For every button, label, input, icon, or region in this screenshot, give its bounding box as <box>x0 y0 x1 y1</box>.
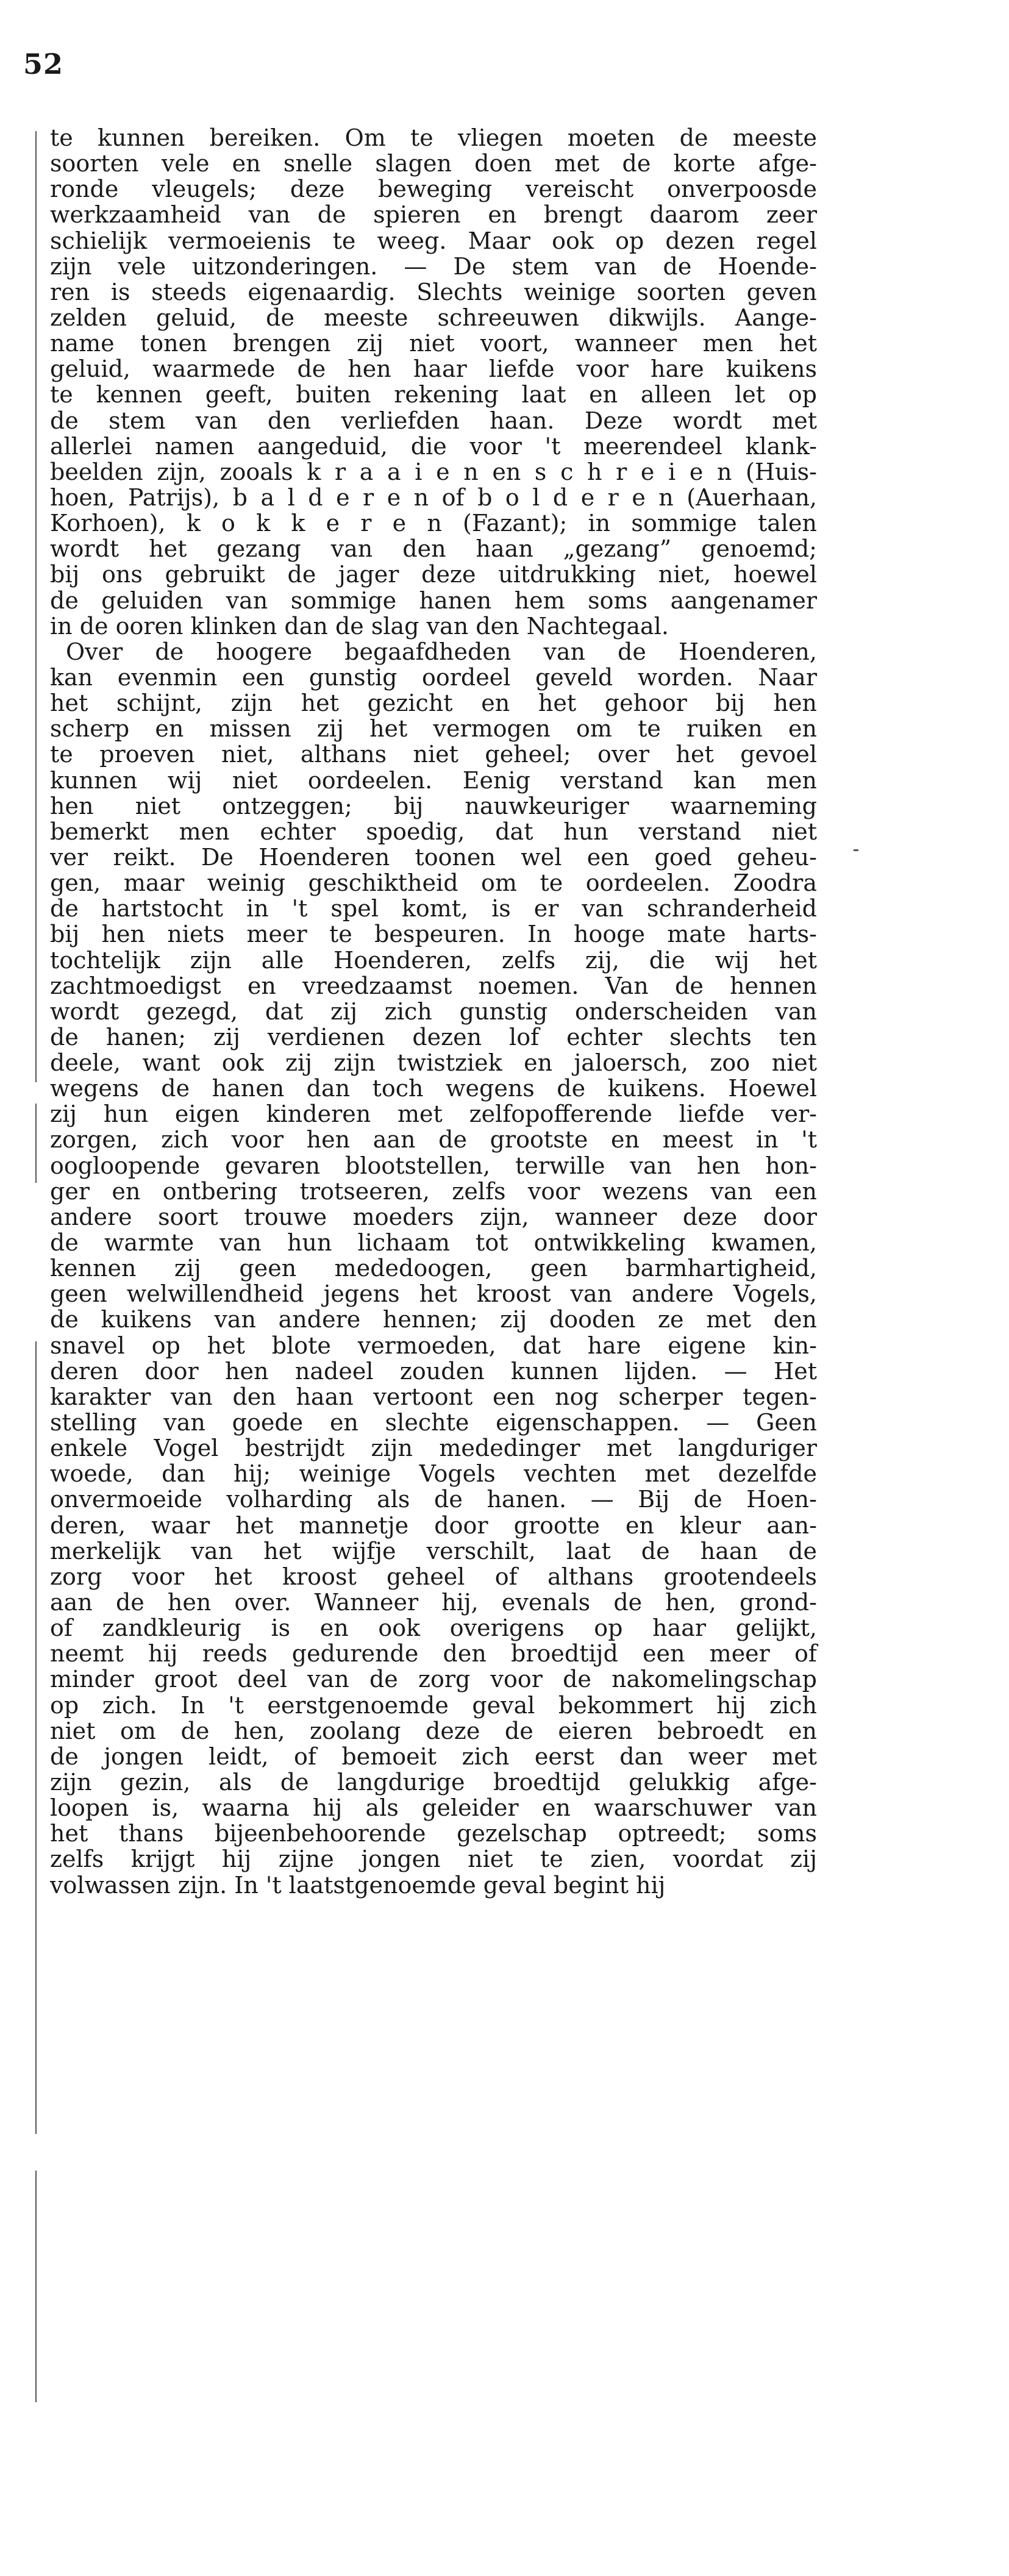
text-line: stelling van goede en slechte eigenschappen. — Geen <box>50 1409 817 1436</box>
text-line: wordt het gezang van den haan „gezang” genoemd; <box>50 535 817 563</box>
text-line: ren is steeds eigenaardig. Slechts weinige soorten geven <box>50 278 817 305</box>
text-line: minder groot deel van de zorg voor de nakomelingschap <box>50 1666 817 1693</box>
text-line: het schijnt, zijn het gezicht en het gehoor bij hen <box>50 690 817 717</box>
text-line: wegens de hanen dan toch wegens de kuikens. Hoewel <box>50 1075 817 1102</box>
text-line: bij ons gebruikt de jager deze uitdrukking niet, hoewel <box>50 561 817 588</box>
text-line: onvermoeide volharding als de hanen. — Bij de Hoen- <box>50 1486 817 1513</box>
text-line: kunnen wij niet oordeelen. Eenig verstand kan men <box>50 766 817 794</box>
text-line: te kunnen bereiken. Om te vliegen moeten de meeste <box>50 124 817 151</box>
text-line: bemerkt men echter spoedig, dat hun verstand niet <box>50 818 817 845</box>
text-line: geluid, waarmede de hen haar liefde voor hare kuikens <box>50 355 817 383</box>
text-line: zorg voor het kroost geheel of althans grootendeels <box>50 1563 817 1590</box>
text-line: zij hun eigen kinderen met zelfopofferende liefde ver- <box>50 1101 817 1128</box>
text-line: te proeven niet, althans niet geheel; over het gevoel <box>50 741 817 768</box>
text-line: de hanen; zij verdienen dezen lof echter slechts ten <box>50 1023 817 1051</box>
edge-mark <box>854 849 858 851</box>
text-line: zelden geluid, de meeste schreeuwen dikwijls. Aange- <box>50 304 817 331</box>
text-line: zachtmoedigst en vreedzaamst noemen. Van de hennen <box>50 972 817 999</box>
text-line: in de ooren klinken dan de slag van den Nachtegaal. <box>50 612 669 640</box>
text-line: enkele Vogel bestrijdt zijn mededinger met langduriger <box>50 1435 817 1462</box>
page-number: 52 <box>23 48 64 80</box>
text-line: zijn gezin, als de langdurige broedtijd gelukkig afge- <box>50 1769 817 1796</box>
text-line: allerlei namen aangeduid, die voor 't meerendeel klank- <box>50 432 817 460</box>
text-line: de jongen leidt, of bemoeit zich eerst dan weer met <box>50 1743 817 1770</box>
text-line: oogloopende gevaren blootstellen, terwille van hen hon- <box>50 1152 817 1179</box>
text-line: woede, dan hij; weinige Vogels vechten met dezelfde <box>50 1460 817 1488</box>
text-line: zorgen, zich voor hen aan de grootste en meest in 't <box>50 1126 817 1154</box>
text-line: of zandkleurig is en ook overigens op haar gelijkt, <box>50 1614 817 1642</box>
text-line: Over de hoogere begaafdheden van de Hoenderen, <box>66 638 817 665</box>
text-line: zijn vele uitzonderingen. — De stem van de Hoende- <box>50 252 817 280</box>
text-line: niet om de hen, zoolang deze de eieren bebroedt en <box>50 1717 817 1744</box>
text-line: hen niet ontzeggen; bij nauwkeuriger waarneming <box>50 792 817 819</box>
text-line: ger en ontbering trotseeren, zelfs voor wezens van een <box>50 1177 817 1205</box>
text-line: geen welwillendheid jegens het kroost van andere Vogels, <box>50 1280 817 1308</box>
paragraph <box>50 125 817 639</box>
text-line: de kuikens van andere hennen; zij dooden ze met den <box>50 1306 817 1333</box>
text-line: deren door hen nadeel zouden kunnen lijden. — Het <box>50 1357 817 1385</box>
text-line: merkelijk van het wijfje verschilt, laat de haan de <box>50 1537 817 1565</box>
text-line: andere soort trouwe moeders zijn, wanneer deze door <box>50 1203 817 1230</box>
text-line: tochtelijk zijn alle Hoenderen, zelfs zij, die wij het <box>50 946 817 974</box>
margin-rule <box>35 1104 37 1183</box>
text-line: kennen zij geen mededoogen, geen barmhartigheid, <box>50 1255 817 1282</box>
text-line: hoen, Patrijs), b a l d e r e n of b o l d e r e n (Auerhaan, <box>50 483 817 511</box>
text-line: te kennen geeft, buiten rekening laat en alleen let op <box>50 381 817 409</box>
text-line: loopen is, waarna hij als geleider en waarschuwer van <box>50 1794 817 1822</box>
text-line: de hartstocht in 't spel komt, is er van schranderheid <box>50 895 817 922</box>
body-text <box>50 125 817 1898</box>
text-line: deren, waar het mannetje door grootte en kleur aan- <box>50 1511 817 1539</box>
text-line: deele, want ook zij zijn twistziek en jaloersch, zoo niet <box>50 1049 817 1077</box>
text-line: snavel op het blote vermoeden, dat hare eigene kin- <box>50 1332 817 1359</box>
text-line: de warmte van hun lichaam tot ontwikkeling kwamen, <box>50 1229 817 1257</box>
text-line: ver reikt. De Hoenderen toonen wel een goed geheu- <box>50 843 817 871</box>
margin-rule <box>35 1341 37 2134</box>
text-line: kan evenmin een gunstig oordeel geveld worden. Naar <box>50 663 817 691</box>
text-line: Korhoen), k o k k e r e n (Fazant); in sommige talen <box>50 510 817 537</box>
text-line: soorten vele en snelle slagen doen met de korte afge- <box>50 150 817 177</box>
text-line: scherp en missen zij het vermogen om te ruiken en <box>50 715 817 743</box>
text-line: aan de hen over. Wanneer hij, evenals de hen, grond- <box>50 1589 817 1616</box>
margin-rule <box>35 2171 37 2402</box>
text-line: gen, maar weinig geschiktheid om te oordeelen. Zoodra <box>50 869 817 897</box>
text-line: neemt hij reeds gedurende den broedtijd een meer of <box>50 1640 817 1668</box>
text-line: werkzaamheid van de spieren en brengt daarom zeer <box>50 201 817 229</box>
margin-rule <box>35 131 37 1082</box>
text-line: name tonen brengen zij niet voort, wanneer men het <box>50 330 817 357</box>
text-line: de geluiden van sommige hanen hem soms aangenamer <box>50 587 817 614</box>
text-line: bij hen niets meer te bespeuren. In hooge mate harts- <box>50 921 817 948</box>
text-line: beelden zijn, zooals k r a a i e n en s c h r e i e n (Huis- <box>50 458 817 485</box>
text-line: het thans bijeenbehoorende gezelschap optreedt; soms <box>50 1820 817 1847</box>
text-line: karakter van den haan vertoont een nog scherper tegen- <box>50 1383 817 1410</box>
text-line: volwassen zijn. In 't laatstgenoemde geval begint hij <box>50 1871 666 1899</box>
text-line: de stem van den verliefden haan. Deze wordt met <box>50 407 817 434</box>
text-line: schielijk vermoeienis te weeg. Maar ook op dezen regel <box>50 227 817 254</box>
text-line: wordt gezegd, dat zij zich gunstig onderscheiden van <box>50 997 817 1025</box>
text-line: op zich. In 't eerstgenoemde geval bekommert hij zich <box>50 1691 817 1719</box>
text-line: zelfs krijgt hij zijne jongen niet te zien, voordat zij <box>50 1846 817 1873</box>
paragraph <box>50 639 817 1898</box>
text-line: ronde vleugels; deze beweging vereischt onverpoosde <box>50 176 817 203</box>
